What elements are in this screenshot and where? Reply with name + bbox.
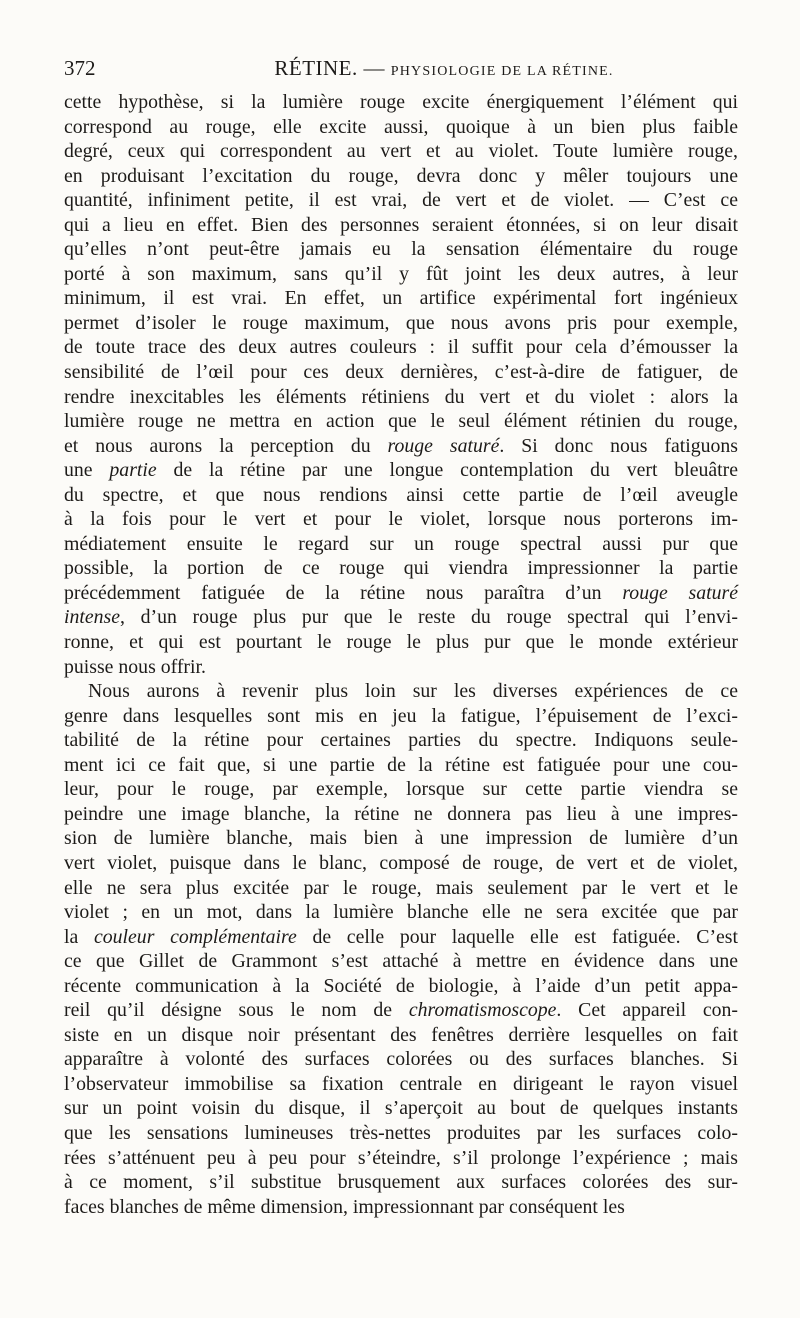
text-line <box>64 851 738 876</box>
text-line <box>64 1023 738 1048</box>
text-line <box>64 311 738 336</box>
text-line <box>64 115 738 140</box>
text-line <box>64 876 738 901</box>
text-segment: violet ; en un mot, dans la lumière blanche elle ne sera excitée que par <box>64 901 738 924</box>
running-title-main: RÉTINE. <box>274 56 358 80</box>
text-segment: correspond au rouge, elle excite aussi, quoique à un bien plus faible <box>64 115 738 138</box>
text-segment: cette hypothèse, si la lumière rouge excite énergiquement l’élément qui <box>64 91 738 113</box>
text-line <box>64 900 738 925</box>
text-line <box>64 385 738 410</box>
text-segment: à ce moment, s’il substitue brusquement aux surfaces colorées des sur- <box>64 1171 738 1194</box>
text-segment: minimum, il est vrai. En effet, un artifice expérimental fort ingénieux <box>64 287 738 310</box>
text-line <box>64 458 738 483</box>
text-line <box>64 507 738 532</box>
text-line <box>64 556 738 581</box>
text-line <box>64 483 738 508</box>
italic-text: intense <box>64 606 121 629</box>
text-line <box>64 777 738 802</box>
text-segment: siste en un disque noir présentant des fenêtres derrière lesquelles on fait <box>64 1023 738 1046</box>
text-line <box>64 605 738 630</box>
text-segment: peindre une image blanche, la rétine ne donnera pas lieu à une impres- <box>64 802 738 825</box>
text-segment: qu’elles n’ont peut-être jamais eu la sensation élémentaire du rouge <box>64 238 738 261</box>
running-title-dash: — <box>357 56 391 80</box>
italic-text: partie <box>109 459 157 482</box>
text-line <box>64 630 738 655</box>
text-segment: leur, pour le rouge, par exemple, lorsque sur cette partie viendra se <box>64 778 738 801</box>
text-segment: que les sensations lumineuses très-nettes produites par les surfaces colo- <box>64 1121 738 1144</box>
text-segment: ronne, et qui est pourtant le rouge le plus pur que le monde extérieur <box>64 631 738 654</box>
text-line <box>64 998 738 1023</box>
italic-text: rouge saturé <box>622 581 738 604</box>
text-line <box>64 409 738 434</box>
text-line <box>64 581 738 606</box>
running-title-sub: PHYSIOLOGIE DE LA RÉTINE. <box>390 64 614 79</box>
italic-text: couleur complémentaire <box>93 925 297 948</box>
text-line <box>64 360 738 385</box>
text-line <box>64 949 738 974</box>
text-line <box>64 753 738 778</box>
text-segment: genre dans lesquelles sont mis en jeu la fatigue, l’épuisement de l’exci- <box>64 704 738 727</box>
text-segment: la <box>64 925 94 948</box>
text-segment: porté à son maximum, sans qu’il y fût joint les deux autres, à leur <box>64 262 738 285</box>
text-segment: ce que Gillet de Grammont s’est attaché à mettre en évidence dans une <box>64 950 738 973</box>
running-title <box>234 56 654 81</box>
text-segment: du spectre, et que nous rendions ainsi cette partie de l’œil aveugle <box>64 483 738 506</box>
text-line <box>64 434 738 459</box>
text-segment: . Si donc nous fatiguons <box>499 434 738 457</box>
text-line <box>64 802 738 827</box>
text-segment: de toute trace des deux autres couleurs : il suffit pour cela d’émousser la <box>64 336 738 359</box>
text-segment: vert violet, puisque dans le blanc, composé de rouge, de vert et de violet, <box>64 851 738 874</box>
text-segment: quantité, infiniment petite, il est vrai, de vert et de violet. — C’est ce <box>64 189 738 212</box>
text-line <box>64 139 738 164</box>
text-line <box>64 164 738 189</box>
text-segment: l’observateur immobilise sa fixation centrale en dirigeant le rayon visuel <box>64 1072 738 1095</box>
text-segment: de la rétine par une longue contemplation du vert bleuâtre <box>156 459 739 482</box>
text-line <box>64 704 738 729</box>
text-line <box>64 335 738 360</box>
text-segment: apparaître à volonté des surfaces colorées ou des surfaces blanches. Si <box>64 1048 738 1071</box>
text-segment: degré, ceux qui correspondent au vert et au violet. Toute lumière rouge, <box>64 140 738 163</box>
text-segment: Nous aurons à revenir plus loin sur les diverses expériences de ce <box>88 680 738 703</box>
text-line <box>64 1195 738 1220</box>
text-segment: puisse nous offrir. <box>64 655 206 678</box>
text-segment: à la fois pour le vert et pour le violet, lorsque nous porterons im- <box>64 508 738 531</box>
text-line <box>64 213 738 238</box>
text-line <box>64 1072 738 1097</box>
text-segment: et nous aurons la perception du <box>64 434 388 457</box>
text-segment: lumière rouge ne mettra en action que le seul élément rétinien du rouge, <box>64 410 738 433</box>
text-segment: qui a lieu en effet. Bien des personnes seraient étonnées, si on leur disait <box>64 213 738 236</box>
text-line <box>64 237 738 262</box>
text-line <box>64 679 738 704</box>
text-line <box>64 1146 738 1171</box>
text-segment: rées s’atténuent peu à peu pour s’éteindre, s’il prolonge l’expérience ; mais <box>64 1146 738 1169</box>
text-segment: rendre inexcitables les éléments rétiniens du vert et du violet : alors la <box>64 385 738 408</box>
text-line <box>64 188 738 213</box>
text-segment: sion de lumière blanche, mais bien à une impression de lumière d’un <box>64 827 738 850</box>
text-line <box>64 262 738 287</box>
text-segment: ment ici ce fait que, si une partie de la rétine est fatiguée pour une cou- <box>64 753 738 776</box>
italic-text: chromatismoscope <box>408 999 557 1022</box>
text-line <box>64 925 738 950</box>
text-line <box>64 286 738 311</box>
text-line <box>64 974 738 999</box>
text-line <box>64 1170 738 1195</box>
text-segment: une <box>64 459 110 482</box>
text-line <box>64 655 738 680</box>
text-segment: sensibilité de l’œil pour ces deux dernières, c’est-à-dire de fatiguer, de <box>64 361 738 384</box>
body-text <box>64 90 738 1219</box>
text-segment: possible, la portion de ce rouge qui viendra impressionner la partie <box>64 557 738 580</box>
text-segment: elle ne sera plus excitée par le rouge, mais seulement par le vert et le <box>64 876 738 899</box>
text-segment: permet d’isoler le rouge maximum, que nous avons pris pour exemple, <box>64 311 738 334</box>
page-number: 372 <box>64 56 96 80</box>
text-line <box>64 532 738 557</box>
text-segment: récente communication à la Société de biologie, à l’aide d’un petit appa- <box>64 974 738 997</box>
text-line <box>64 90 738 115</box>
text-segment: . Cet appareil con- <box>556 999 738 1022</box>
text-line <box>64 1047 738 1072</box>
text-segment: faces blanches de même dimension, impressionnant par conséquent les <box>64 1195 625 1218</box>
text-segment: de celle pour laquelle elle est fatiguée. C’est <box>296 925 739 948</box>
text-segment: précédemment fatiguée de la rétine nous paraîtra d’un <box>64 581 623 604</box>
text-line <box>64 1096 738 1121</box>
text-segment: , d’un rouge plus pur que le reste du rouge spectral qui l’envi- <box>120 606 738 629</box>
italic-text: rouge saturé <box>387 434 500 457</box>
text-segment: médiatement ensuite le regard sur un rouge spectral aussi pur que <box>64 532 738 555</box>
text-line <box>64 728 738 753</box>
text-line <box>64 1121 738 1146</box>
text-line <box>64 826 738 851</box>
text-segment: tabilité de la rétine pour certaines parties du spectre. Indiquons seule- <box>64 729 738 752</box>
page-header <box>64 56 738 86</box>
text-segment: reil qu’il désigne sous le nom de <box>64 999 409 1022</box>
text-segment: en produisant l’excitation du rouge, devra donc y mêler toujours une <box>64 164 738 187</box>
text-segment: sur un point voisin du disque, il s’aperçoit au bout de quelques instants <box>64 1097 738 1120</box>
